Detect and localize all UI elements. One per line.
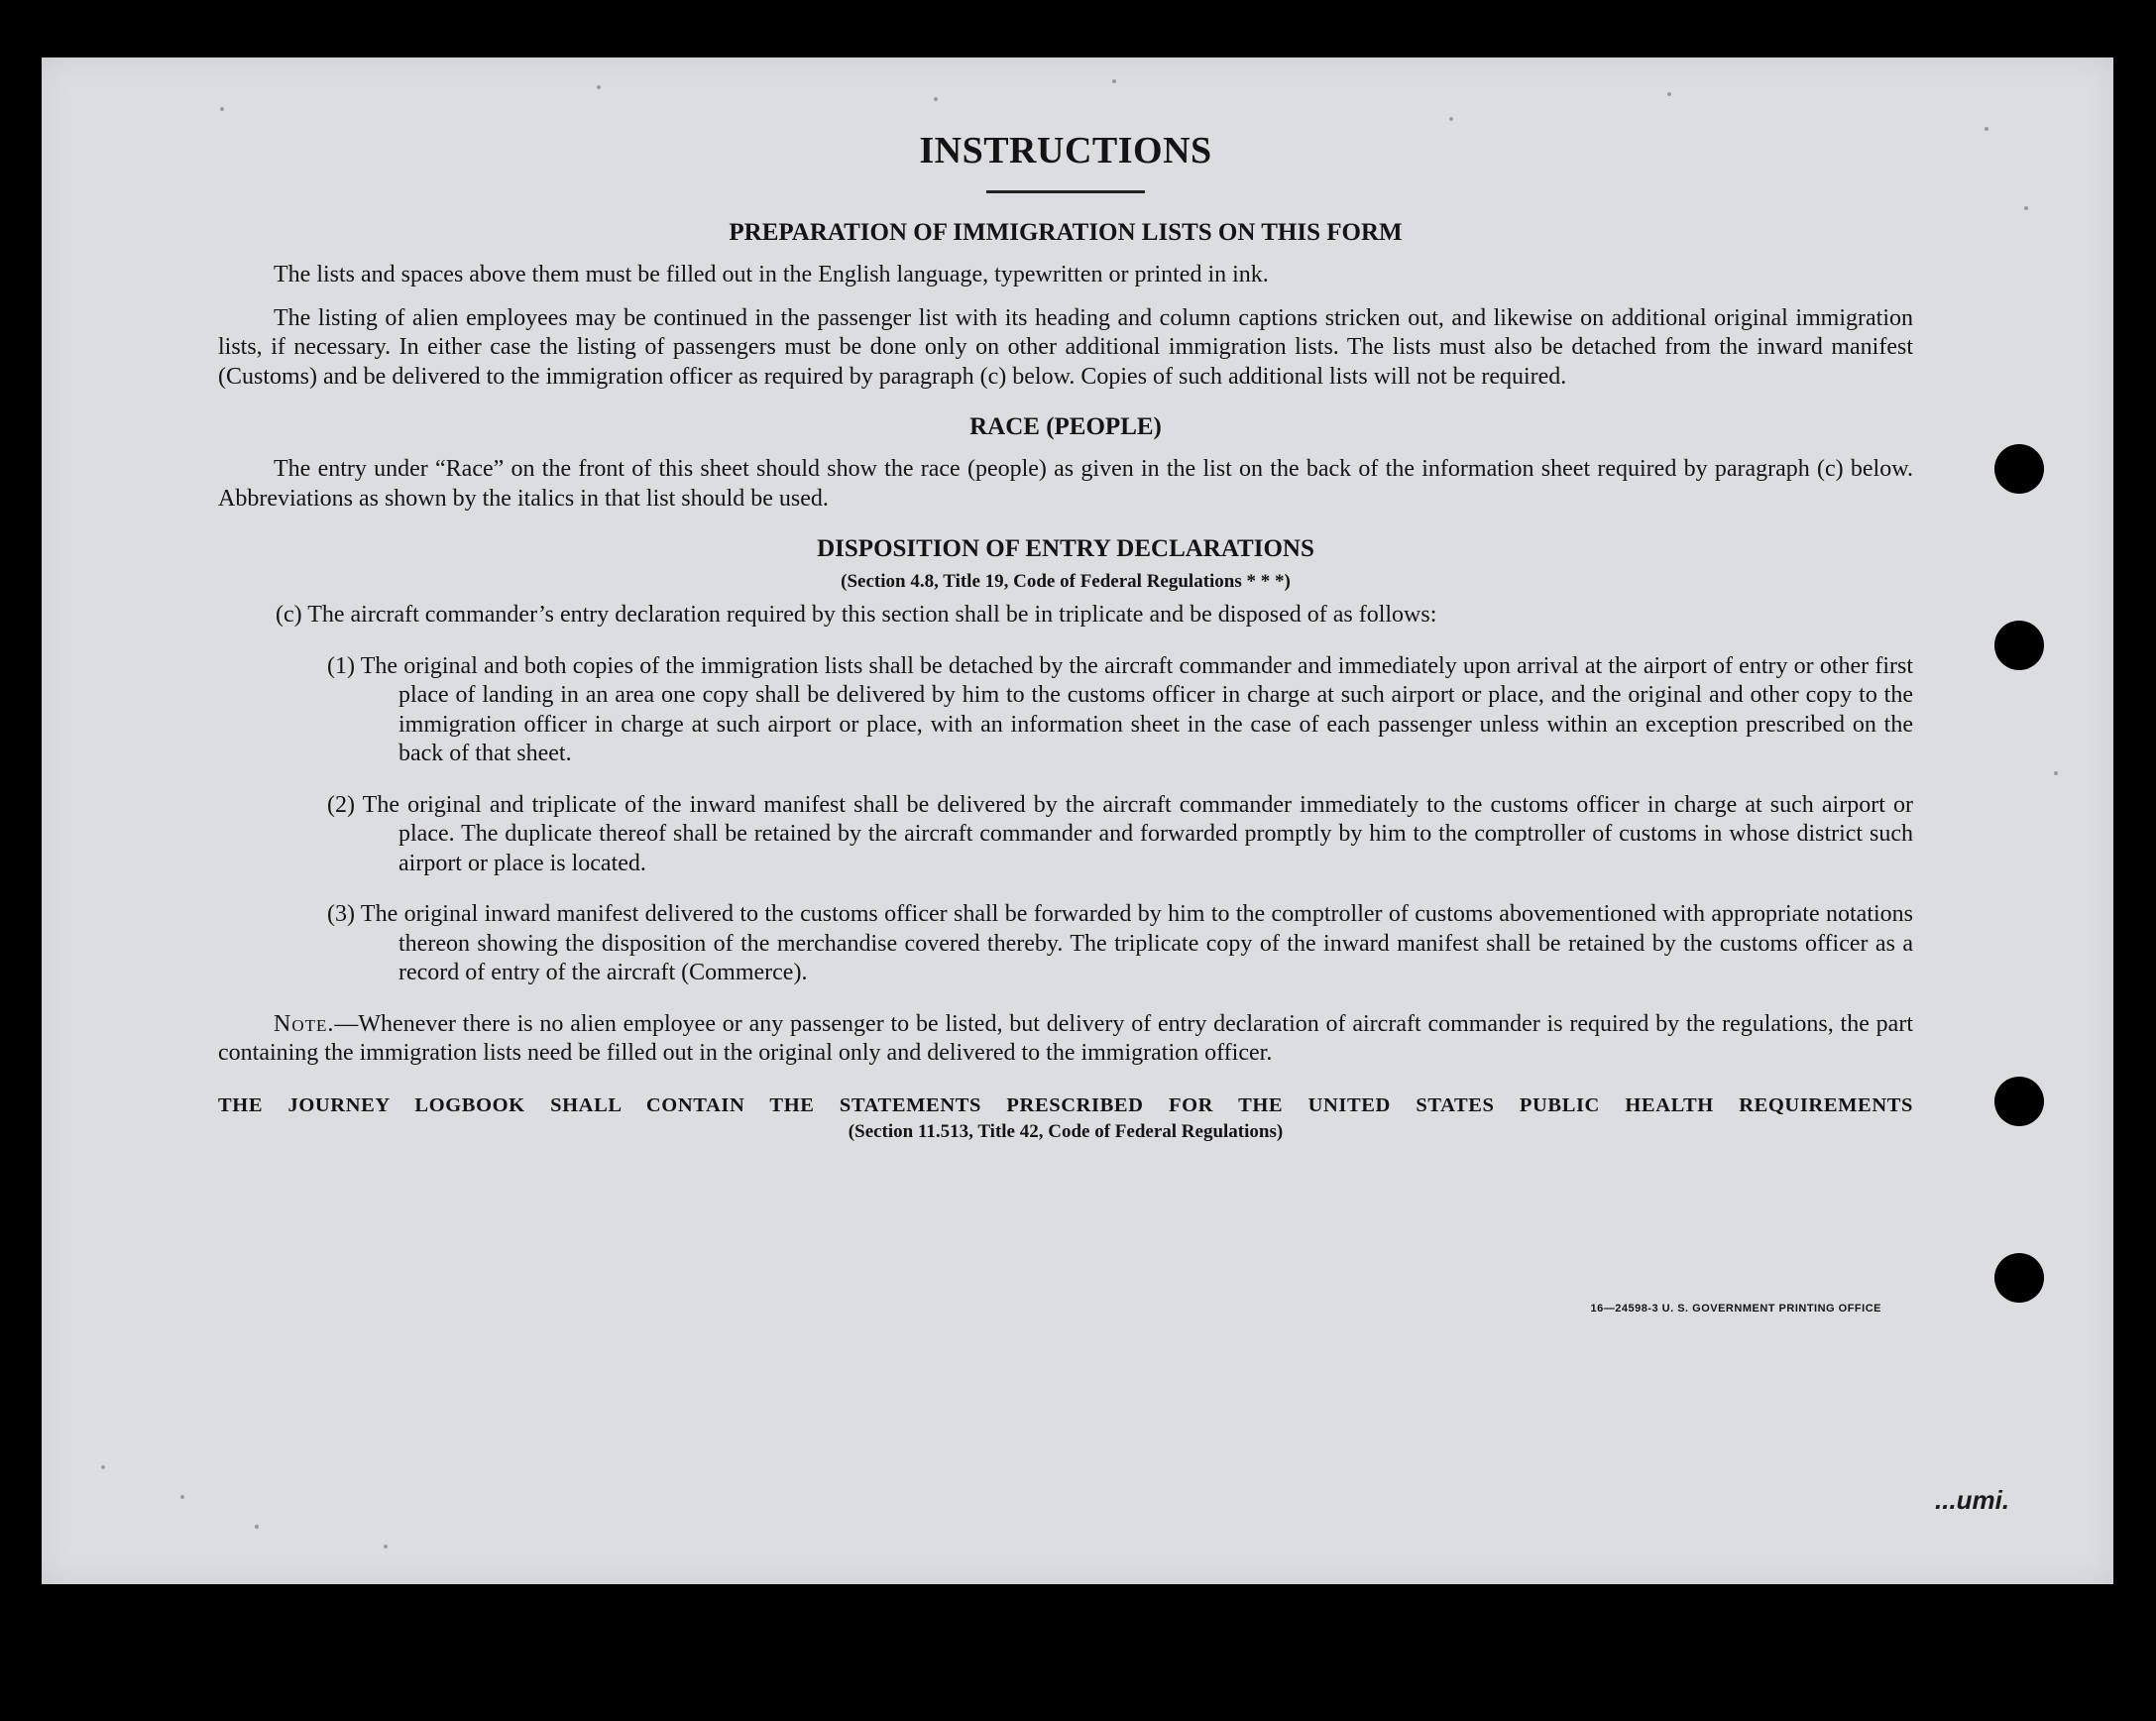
disposition-clause-c: (c) The aircraft commander’s entry declaration required by this section shall be in triplicate and be disposed of as follows: — [276, 602, 1437, 628]
paper-speck — [1985, 127, 1988, 131]
paper-speck — [180, 1495, 184, 1499]
logbook-statement: THE JOURNEY LOGBOOK SHALL CONTAIN THE STATEMENTS PRESCRIBED FOR THE UNITED STATES PUBLIC HEALTH REQUIREMENTS — [218, 1093, 1913, 1116]
paper-speck — [220, 107, 224, 111]
preparation-paragraph-1: The lists and spaces above them must be filled out in the English language, typewritten or printed in ink. — [274, 262, 1269, 287]
disposition-item-3: (3) The original inward manifest delivered to the customs officer shall be forwarded by him to the comptroller of customs abovementioned with appropriate notations thereon showing the disposition of the merchandise covered thereby. The triplicate copy of the inward manifest shall be retained by the customs officer as a record of entry of the aircraft (Commerce). — [327, 901, 1913, 985]
title-underline — [986, 190, 1145, 193]
paper-speck — [384, 1545, 388, 1549]
disposition-heading: DISPOSITION OF ENTRY DECLARATIONS — [817, 535, 1314, 562]
instructions-content — [218, 129, 1913, 1151]
handwritten-mark: ...umi. — [1935, 1485, 2010, 1515]
punch-hole — [1994, 1253, 2044, 1303]
paper-speck — [597, 85, 601, 89]
paper-speck — [1449, 117, 1453, 121]
punch-hole — [1994, 1077, 2044, 1126]
note-paragraph — [218, 1010, 1913, 1069]
page-title: INSTRUCTIONS — [919, 130, 1212, 172]
preparation-heading: PREPARATION OF IMMIGRATION LISTS ON THIS FORM — [729, 219, 1403, 246]
punch-hole — [1994, 621, 2044, 670]
disposition-citation: (Section 4.8, Title 19, Code of Federal Regulations * * *) — [841, 571, 1291, 592]
paper-speck — [1112, 79, 1116, 83]
note-label: Note. — [274, 1010, 335, 1037]
paper-speck — [2054, 771, 2058, 775]
preparation-paragraph-2: The listing of alien employees may be continued in the passenger list with its heading and column captions stricken out, and likewise on additional original immigration lists, if necessary. In either case the listing of passengers must be done only on other additional immigration lists. The lists must also be detached from the inward manifest (Customs) and be delivered to the immigration officer as required by paragraph (c) below. Copies of such additional lists will not be required. — [218, 304, 1913, 390]
printing-office-code: 16—24598-3 U. S. GOVERNMENT PRINTING OFFICE — [1590, 1303, 1881, 1315]
note-text: —Whenever there is no alien employee or any passenger to be listed, but delivery of entry declaration of aircraft commander is required by the regulations, the part containing the immigration lists need be filled out in the original only and delivered to the immigration officer. — [218, 1010, 1913, 1066]
paper-speck — [101, 1465, 105, 1469]
logbook-citation: (Section 11.513, Title 42, Code of Federal Regulations) — [848, 1120, 1284, 1142]
paper-speck — [255, 1525, 259, 1529]
punch-hole — [1994, 444, 2044, 494]
paper-speck — [934, 97, 938, 101]
race-paragraph: The entry under “Race” on the front of this sheet should show the race (people) as given in the list on the back of the information sheet required by paragraph (c) below. Abbreviations as shown by the italics in that list should be used. — [218, 456, 1913, 512]
disposition-item-1: (1) The original and both copies of the immigration lists shall be detached by the aircraft commander and immediately upon arrival at the airport of entry or other first place of landing in an area one copy shall be delivered by him to the customs officer in charge at such airport or place, and the original and other copy to the immigration officer in charge at such airport or place, with an information sheet in the case of each passenger unless within an exception prescribed on the back of that sheet. — [327, 652, 1913, 766]
race-heading: RACE (PEOPLE) — [969, 413, 1162, 440]
paper-speck — [1667, 92, 1671, 96]
disposition-item-2: (2) The original and triplicate of the inward manifest shall be delivered by the aircraft commander immediately to the customs officer in charge at such airport or place. The duplicate thereof shall be retained by the aircraft commander and forwarded promptly by him to the comptroller of customs in whose district such airport or place is located. — [327, 791, 1913, 876]
paper-speck — [2024, 206, 2028, 210]
